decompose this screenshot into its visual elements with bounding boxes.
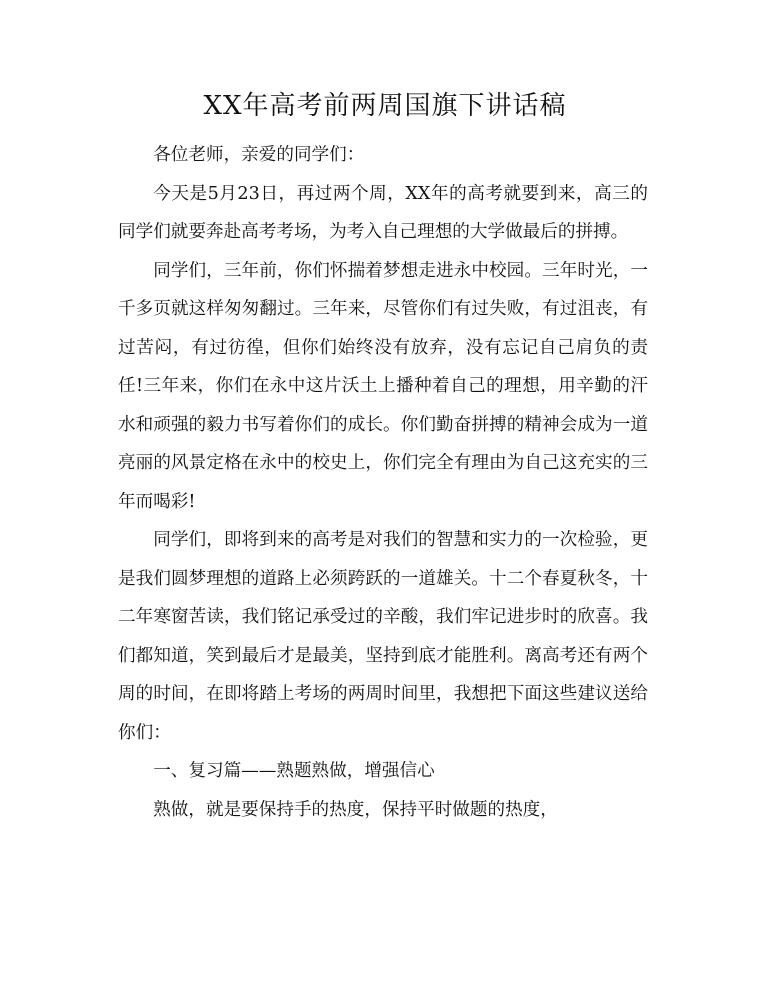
paragraph-practice: 熟做，就是要保持手的热度，保持平时做题的热度， [153, 799, 558, 820]
section-heading-review: 一、复习篇——熟题熟做，增强信心 [153, 761, 435, 781]
paragraph-exam-test: 同学们，即将到来的高考是对我们的智慧和实力的一次检验，更是我们圆梦理想的道路上必须跨跃的一道雄关。十二个春夏秋冬，十二年寒窗苦读，我们铭记承受过的辛酸，我们牢记进步时的欣喜。我们都知道，笑到最后才是最美，坚持到底才能胜利。离高考还有两个周的时间，在即将踏上考场的两周时间里，我想把下面这些建议送给你们： [118, 530, 648, 743]
paragraph-greeting: 各位老师，亲爱的同学们： [153, 145, 365, 165]
paragraph-date-intro: 今天是5月23日，再过两个周，XX年的高考就要到来，高三的同学们就要奔赴高考考场，为考入自己理想的大学做最后的拼搏。 [118, 183, 648, 242]
paragraph-three-years: 同学们，三年前，你们怀揣着梦想走进永中校园。三年时光，一千多页就这样匆匆翻过。三年来，尽管你们有过失败，有过沮丧，有过苦闷，有过彷徨，但你们始终没有放弃，没有忘记自己肩负的责任!三年来，你们在永中这片沃土上播种着自己的理想，用辛勤的汗水和顽强的毅力书写着你们的成长。你们勤奋拼搏的精神会成为一道亮丽的风景定格在永中的校史上，你们完全有理由为自己这充实的三年而喝彩! [118, 260, 648, 512]
document-title: XX年高考前两周国旗下讲话稿 [203, 91, 567, 121]
document-body [118, 136, 648, 829]
